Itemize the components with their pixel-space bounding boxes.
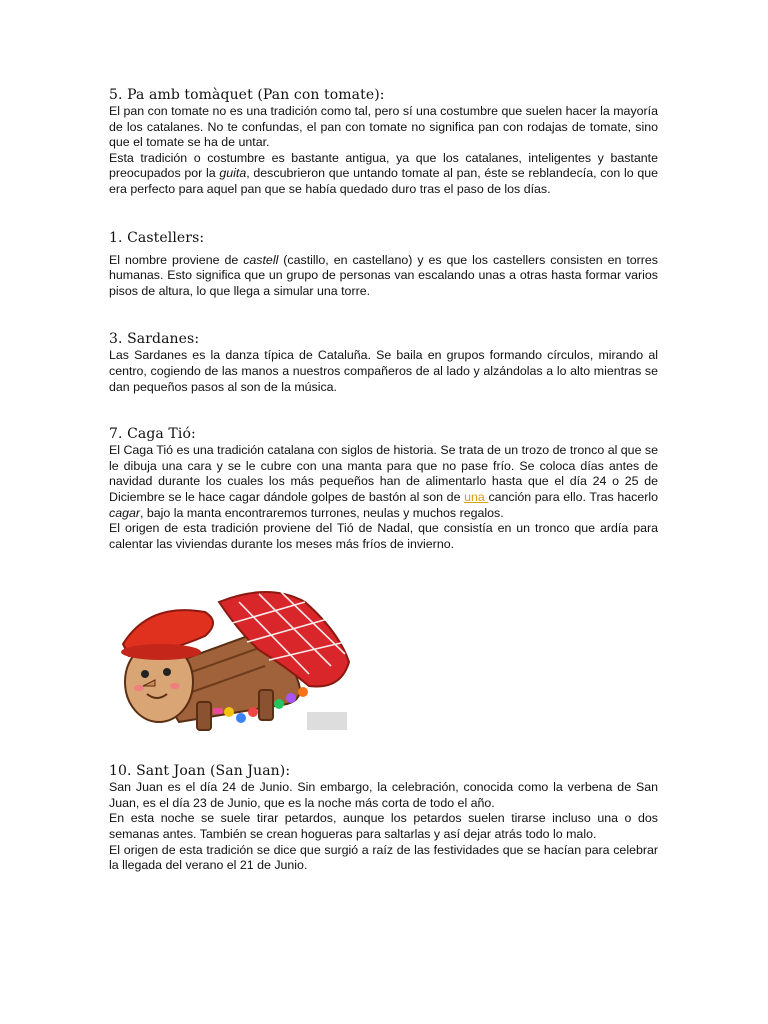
section-sardanes	[109, 330, 658, 395]
text-run: , descubrieron que untando tomate al pan, éste se reblandecía, con lo que era perfecto para aquel pan que se había quedado duro tras el paso de los días.	[109, 166, 658, 196]
section-heading: 1. Castellers:	[109, 229, 205, 246]
paragraph: Las Sardanes es la danza típica de Cataluña. Se baila en grupos formando círculos, mirando al centro, cogiendo de las manos a nuestros compañeros de al lado y alzándolas a lo alto mientras se dan pequeños pasos al son de la música.	[109, 348, 658, 394]
paragraph: El pan con tomate no es una tradición como tal, pero sí una costumbre que suelen hacer la mayoría de los catalanes. No te confundas, el pan con tomate no significa pan con rodajas de tomate, sino que el tomate se ha de untar.	[109, 104, 658, 150]
document-page	[109, 86, 658, 874]
section-pa-amb-tomaquet	[109, 86, 658, 198]
paragraph: El origen de esta tradición proviene del Tió de Nadal, que consistía en un tronco que ardía para calentar las viviendas durante los meses más fríos de invierno.	[109, 521, 658, 551]
paragraph: En esta noche se suele tirar petardos, aunque los petardos suelen tirarse incluso una o dos semanas antes. También se crean hogueras para saltarlas y así dejar atrás todo lo malo.	[109, 811, 658, 842]
italic-term: castell	[243, 252, 279, 267]
section-heading: 5. Pa amb tomàquet (Pan con tomate):	[109, 87, 385, 103]
italic-term: guita	[219, 166, 247, 181]
section-sant-joan	[109, 762, 658, 874]
text-run: , bajo la manta encontraremos turrones, neulas y muchos regalos.	[140, 505, 504, 520]
paragraph: San Juan es el día 24 de Junio. Sin embargo, la celebración, conocida como la verbena de San Juan, es el día 23 de Junio, que es la noche más corta de todo el año.	[109, 780, 658, 810]
section-heading: 10. Sant Joan (San Juan):	[109, 763, 291, 780]
text-run: El Caga Tió es una tradición catalana con siglos de historia. Se trata de un trozo de tronco al que se le dibuja una cara y se le cubre con una manta para que no pase frío. Se coloca días antes de navidad durante los cuales los más pequeños han de alimentarlo hasta que el día 24 o 25 de Diciembre se le hace cagar dándole golpes de bastón al son de	[109, 443, 658, 504]
una-link[interactable]: una	[464, 489, 489, 504]
text-run: Esta tradición o costumbre es bastante antigua, ya que los catalanes, inteligentes y bastante preocupados por la	[109, 150, 658, 181]
paragraph	[109, 151, 658, 198]
caga-tio-illustration	[109, 562, 353, 738]
section-heading: 7. Caga Tió:	[109, 426, 196, 443]
paragraph: El origen de esta tradición se dice que surgió a raíz de las festividades que se hacían para celebrar la llegada del verano el 21 de Junio.	[109, 842, 658, 873]
section-heading: 3. Sardanes:	[109, 331, 200, 348]
italic-term: cagar	[109, 505, 140, 520]
text-run: (castillo, en castellano) y es que los castellers consisten en torres humanas. Esto significa que un grupo de personas van escalando unas a otras hasta formar varios pisos de altura, lo que llega a simular una torre.	[109, 252, 658, 298]
section-castellers	[109, 229, 658, 300]
text-run: canción para ello. Tras hacerlo	[488, 489, 658, 504]
section-caga-tio	[109, 425, 658, 738]
text-run: El nombre proviene de	[109, 252, 244, 267]
paragraph	[109, 443, 658, 521]
paragraph	[109, 253, 658, 300]
